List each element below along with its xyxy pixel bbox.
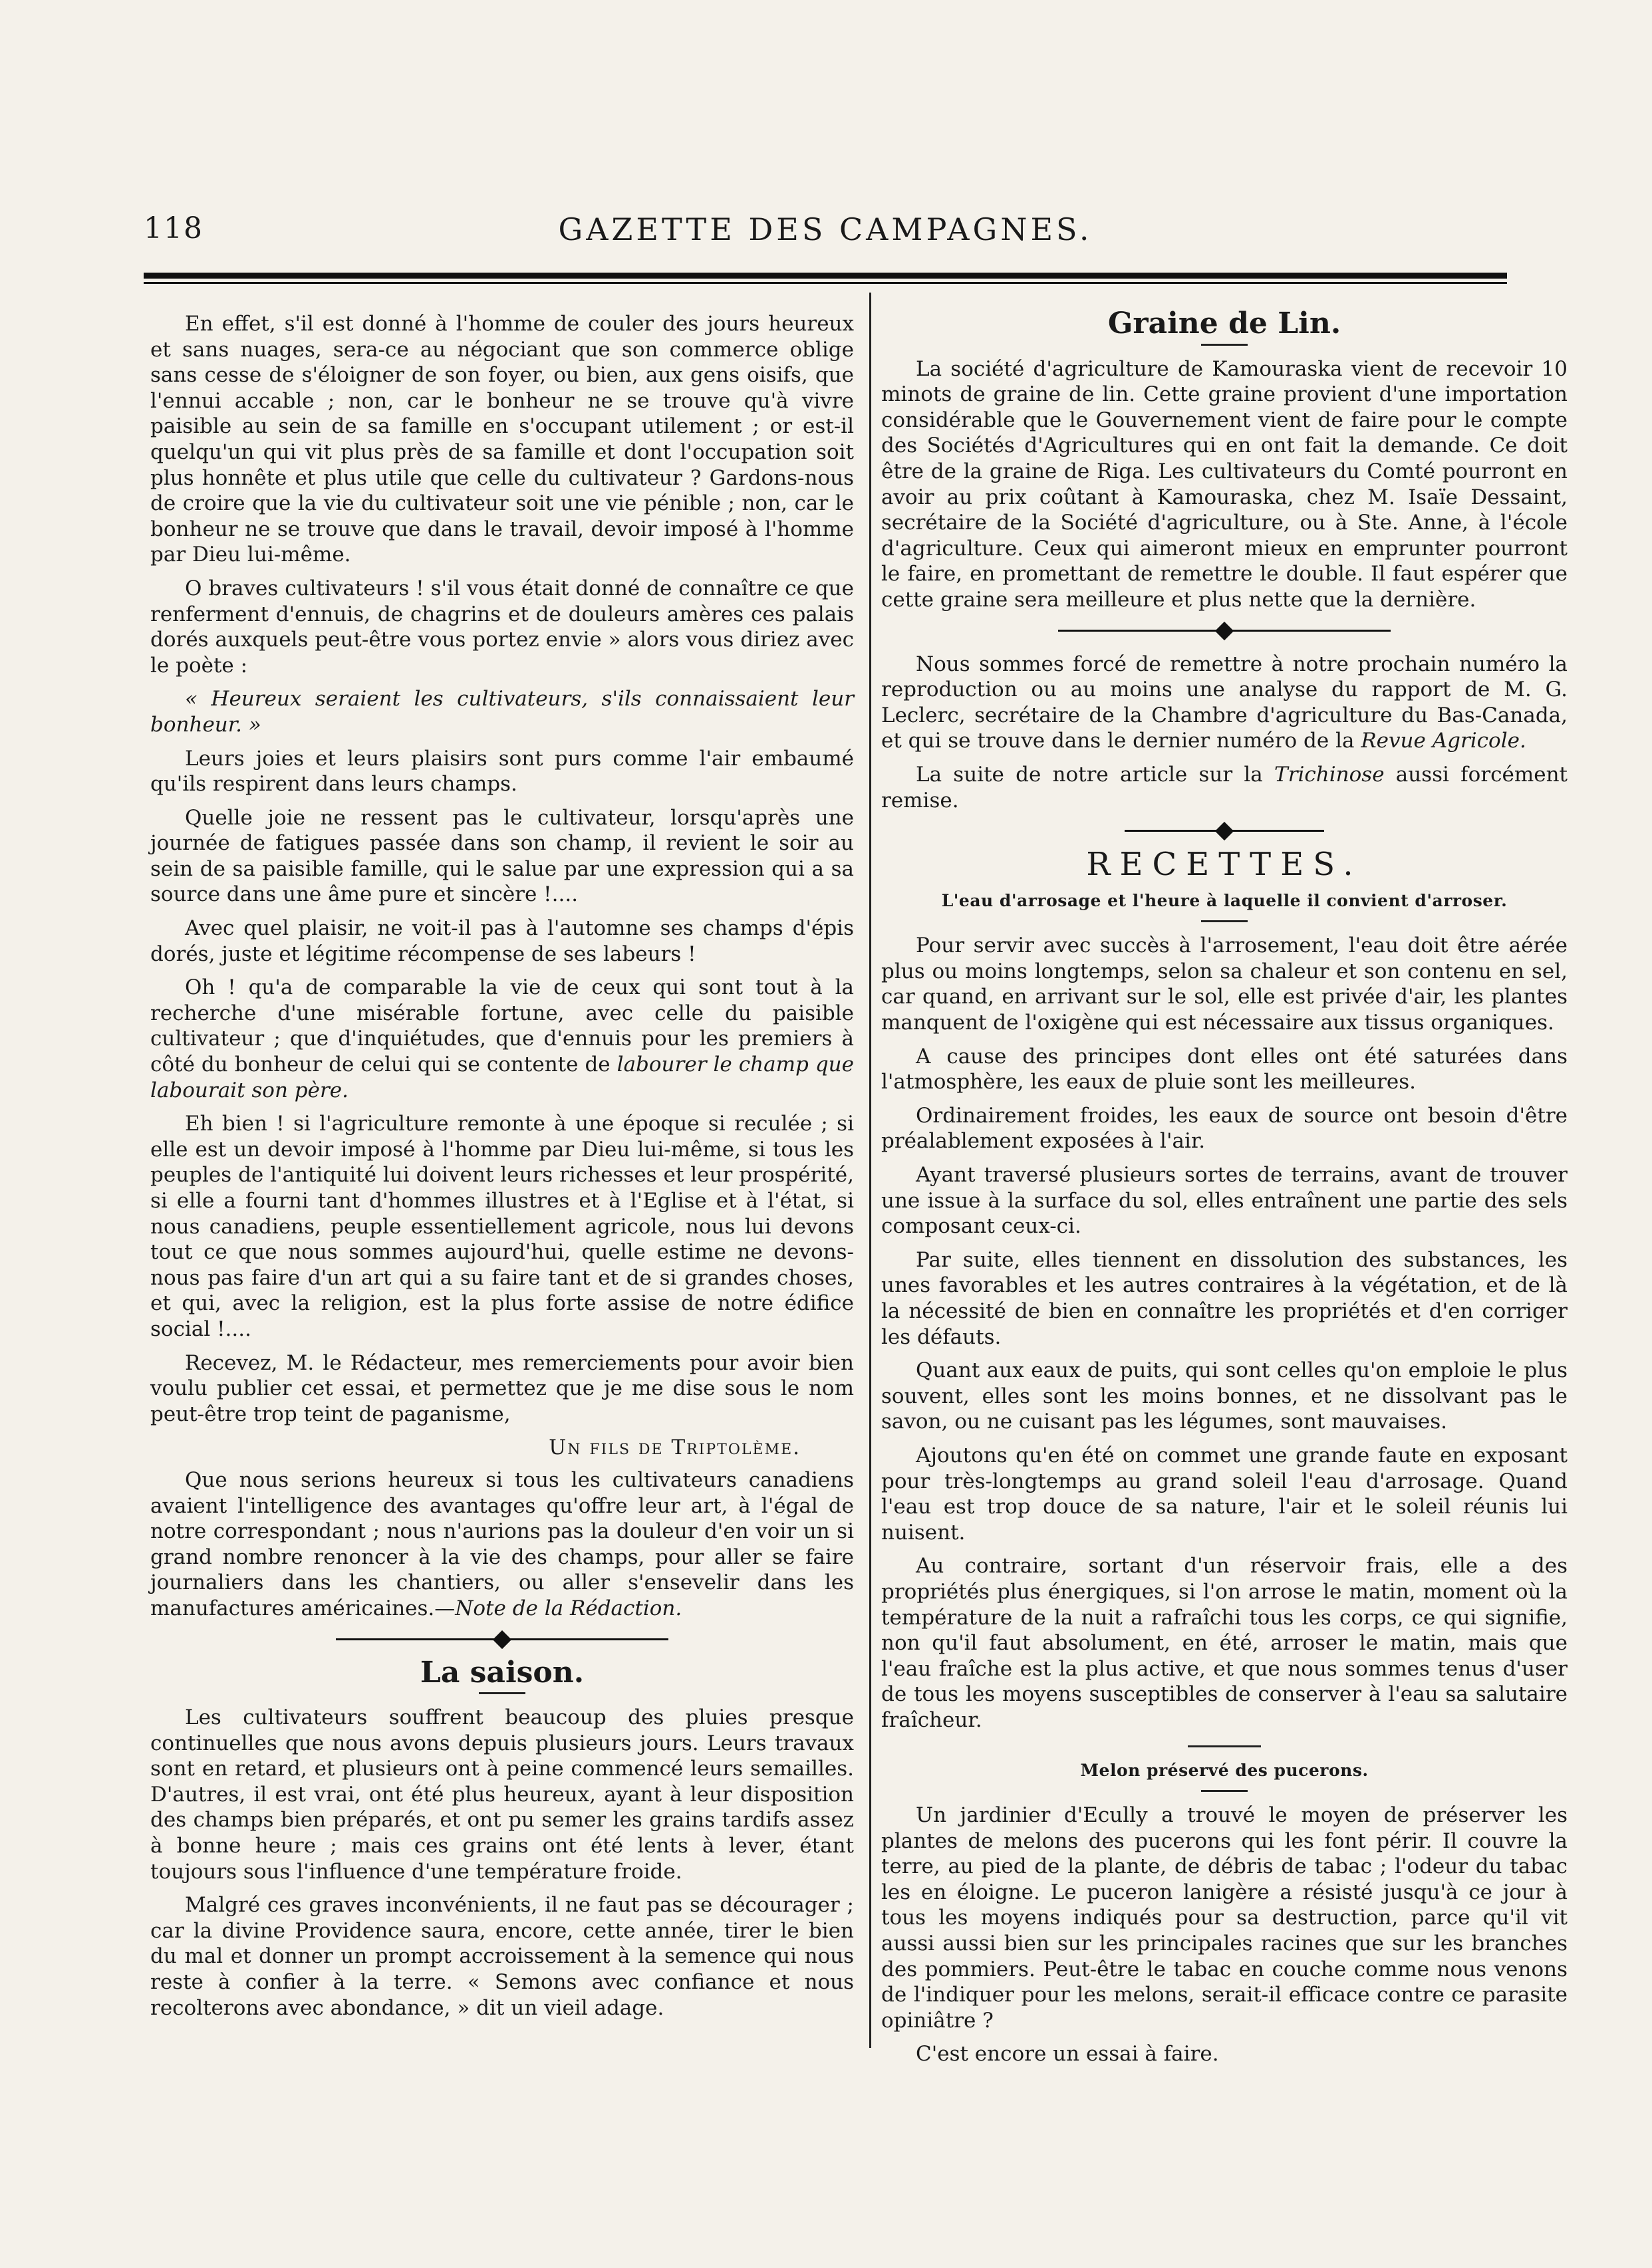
notice [881, 652, 1568, 754]
author-signature: Un fils de Triptolème. [549, 1436, 801, 1460]
paragraph-text: Oh ! qu'a de comparable la vie de ceux qui sont tout à la recherche d'une misérable fortune, avec celle du paisible cultivateur ; que d'inquiétudes, que d'ennuis pour les premiers à côté du bonheur de celui qui se contente de [150, 975, 854, 1077]
section-ornament [1125, 822, 1324, 840]
page-header [144, 211, 1507, 265]
title-dash [1201, 1790, 1248, 1792]
paragraph: Ajoutons qu'en été on commet une grande faute en exposant pour très-longtemps au grand soleil l'eau d'arrosage. Quand l'eau est trop douce de sa nature, l'air et le soleil réunis lui nuisent. [881, 1443, 1568, 1545]
title-dash [479, 1692, 525, 1694]
section-title-recettes: RECETTES. [1086, 846, 1363, 884]
editor-note-signature: Note de la Rédaction. [455, 1596, 682, 1620]
paragraph: Ayant traversé plusieurs sortes de terrains, avant de trouver une issue à la surface du sol, elles entraînent une partie des sels composant ceux-ci. [881, 1163, 1568, 1239]
paragraph: Pour servir avec succès à l'arrosement, l'eau doit être aérée plus ou moins longtemps, selon sa chaleur et son contenu en sel, car quand, en arrivant sur le sol, elle est privée d'air, les plantes manquent de l'oxigène qui est nécessaire aux tissus organiques. [881, 934, 1568, 1035]
header-rule-thick [144, 273, 1507, 279]
paragraph: Les cultivateurs souffrent beaucoup des pluies presque continuelles que nous avons depuis plusieurs jours. Leurs travaux sont en retard, et plusieurs ont à peine commencé leurs semailles. D'autres, il est vrai, ont été plus heureux, ayant à leur disposition des champs bien préparés, et ont pu semer les grains tardifs assez à bonne heure ; mais ces grains ont été lents à lever, étant toujours sous l'influence d'une température froide. [150, 1705, 854, 1884]
paragraph: En effet, s'il est donné à l'homme de couler des jours heureux et sans nuages, sera-ce au négociant que son commerce oblige sans cesse de s'éloigner de son foyer, ou bien, aux gens oisifs, que l'ennui accable ; non, car le bonheur ne se trouve qu'à vivre paisible au sein de sa famille en s'occupant utilement ; or est-il quelqu'un qui vit plus près de sa famille et dont l'occupation soit plus honnête et plus utile que celle du cultivateur ? Gardons-nous de croire que la vie du cultivateur soit une vie pénible ; non, car le bonheur ne se trouve que dans le travail, devoir imposé à l'homme par Dieu lui-même. [150, 312, 854, 567]
paragraph: Avec quel plaisir, ne voit-il pas à l'automne ses champs d'épis dorés, juste et légitime récompense de ses labeurs ! [150, 916, 854, 966]
subsection-title-melon: Melon préservé des pucerons. [1080, 1760, 1369, 1780]
quote-text: « Heureux seraient les cultivateurs, s'ils connaissaient leur bonheur. » [150, 687, 854, 737]
notice-text: La suite de notre article sur la [916, 762, 1275, 787]
paragraph [150, 975, 854, 1103]
paragraph: Un jardinier d'Ecully a trouvé le moyen de préserver les plantes de melons des pucerons qui les font périr. Il couvre la terre, au pied de la plante, de débris de tabac ; l'odeur du tabac les en éloigne. Le puceron lanigère a résisté jusqu'à ce jour à tous les moyens indiqués pour sa destruction, parce qu'il vit aussi aussi bien sur les principales racines que sur les branches des pommiers. Peut-être le tabac en couche comme nous venons de l'indiquer pour les melons, serait-il efficace contre ce parasite opiniâtre ? [881, 1803, 1568, 2033]
paragraph: Leurs joies et leurs plaisirs sont purs comme l'air embaumé qu'ils respirent dans leurs champs. [150, 746, 854, 797]
paragraph: C'est encore un essai à faire. [916, 2042, 1219, 2067]
italic-phrase: labourer le champ que labourait son père. [150, 1053, 854, 1102]
running-title: GAZETTE DES CAMPAGNES. [558, 211, 1093, 247]
paragraph: Quant aux eaux de puits, qui sont celles qu'on emploie le plus souvent, elles sont les moins bonnes, et ne dissolvant pas le savon, ou ne cuisant pas les légumes, sont mauvaises. [881, 1358, 1568, 1434]
poet-quote [150, 686, 854, 737]
section-dash [1188, 1745, 1261, 1747]
title-dash [1201, 344, 1248, 346]
notice-text: aussi forcément remise. [881, 762, 1568, 813]
title-dash [1201, 920, 1248, 922]
header-rule-thin [144, 282, 1507, 284]
section-ornament [1058, 622, 1391, 640]
journal-title: Revue Agricole. [1361, 729, 1526, 753]
paragraph: Malgré ces graves inconvénients, il ne faut pas se décourager ; car la divine Providence saura, encore, cette année, tirer le bien du mal et donner un prompt accroissement à la semence qui nous reste à confier à la terre. « Semons avec confiance et nous recolterons avec abondance, » dit un vieil adage. [150, 1893, 854, 2020]
paragraph: Quelle joie ne ressent pas le cultivateur, lorsqu'après une journée de fatigues passée dans son champ, il revient le soir au sein de sa paisible famille, qui le salue par une expression qui a sa source dans une âme pure et sincère !.... [150, 805, 854, 907]
subsection-title-arrosage: L'eau d'arrosage et l'heure à laquelle il convient d'arroser. [941, 890, 1508, 910]
paragraph: Au contraire, sortant d'un réservoir frais, elle a des propriétés plus énergiques, si l'on arrose le matin, moment où la température de la nuit a rafraîchi tous les corps, ce qui signifie, non qu'il faut absolument, en été, arroser le matin, mais que l'eau fraîche est la plus active, et que nous sommes tenus d'user de tous les moyens susceptibles de conserver à l'eau sa salutaire fraîcheur. [881, 1554, 1568, 1732]
paragraph: Recevez, M. le Rédacteur, mes remerciements pour avoir bien voulu publier cet essai, et permettez que je me dise sous le nom peut-être trop teint de paganisme, [150, 1350, 854, 1426]
section-title-saison: La saison. [420, 1655, 585, 1690]
paragraph: Ordinairement froides, les eaux de source ont besoin d'être préalablement exposées à l'air. [881, 1103, 1568, 1154]
paragraph: La société d'agriculture de Kamouraska vient de recevoir 10 minots de graine de lin. Cette graine provient d'une importation considérable que le Gouvernement vient de faire pour le compte des Sociétés d'Agricultures qui en ont fait la demande. Ce doit être de la graine de Riga. Les cultivateurs du Comté pourront en avoir au prix coûtant à Kamouraska, chez M. Isaïe Dessaint, secrétaire de la Société d'agriculture, ou à Ste. Anne, à l'école d'agriculture. Ceux qui aimeront mieux en emprunter pourront le faire, en promettant de remettre le double. Il faut espérer que cette graine sera meilleure et plus nette que la dernière. [881, 356, 1568, 612]
article-title: Trichinose [1274, 762, 1385, 787]
paragraph: O braves cultivateurs ! s'il vous était donné de connaître ce que renferment d'ennuis, de chagrins et de douleurs amères ces palais dorés auxquels peut-être vous portez envie » alors vous diriez avec le poète : [150, 576, 854, 678]
notice [881, 762, 1568, 813]
page-number: 118 [144, 211, 204, 245]
editor-note-text: Que nous serions heureux si tous les cultivateurs canadiens avaient l'intelligence des avantages qu'offre leur art, à l'égal de notre correspondant ; nous n'aurions pas la douleur d'en voir un si grand nombre renoncer à la vie des champs, pour aller se faire journaliers dans les chantiers, ou aller s'ensevelir dans les manufactures américaines.— [150, 1467, 854, 1620]
section-title-graine: Graine de Lin. [1107, 307, 1341, 340]
notice-text: Nous sommes forcé de remettre à notre prochain numéro la reproduction ou au moins une analyse du rapport de M. G. Leclerc, secrétaire de la Chambre d'agriculture du Bas-Canada, et qui se trouve dans le dernier numéro de la [881, 652, 1568, 753]
left-column [150, 311, 854, 2029]
right-column [881, 307, 1568, 2075]
paragraph: A cause des principes dont elles ont été saturées dans l'atmosphère, les eaux de pluie sont les meilleures. [881, 1044, 1568, 1094]
column-divider [869, 293, 871, 2048]
paragraph: Par suite, elles tiennent en dissolution des substances, les unes favorables et les autres contraires à la végétation, et de là la nécessité de bien en connaître les propriétés et d'en corriger les défauts. [881, 1247, 1568, 1349]
section-ornament [336, 1631, 668, 1648]
editor-note [150, 1467, 854, 1622]
paragraph: Eh bien ! si l'agriculture remonte à une époque si reculée ; si elle est un devoir imposé à l'homme par Dieu lui-même, si tous les peuples de l'antiquité lui doivent leurs richesses et leur prospérité, si elle a fourni tant d'hommes illustres et à l'Eglise et à l'état, si nous canadiens, peuple essentiellement agricole, nous lui devons tout ce que nous sommes aujourd'hui, quelle estime ne devons-nous pas faire d'un art qui a su faire tant et de si grandes choses, et qui, avec la religion, est la plus forte assise de notre édifice social !.... [150, 1112, 854, 1341]
